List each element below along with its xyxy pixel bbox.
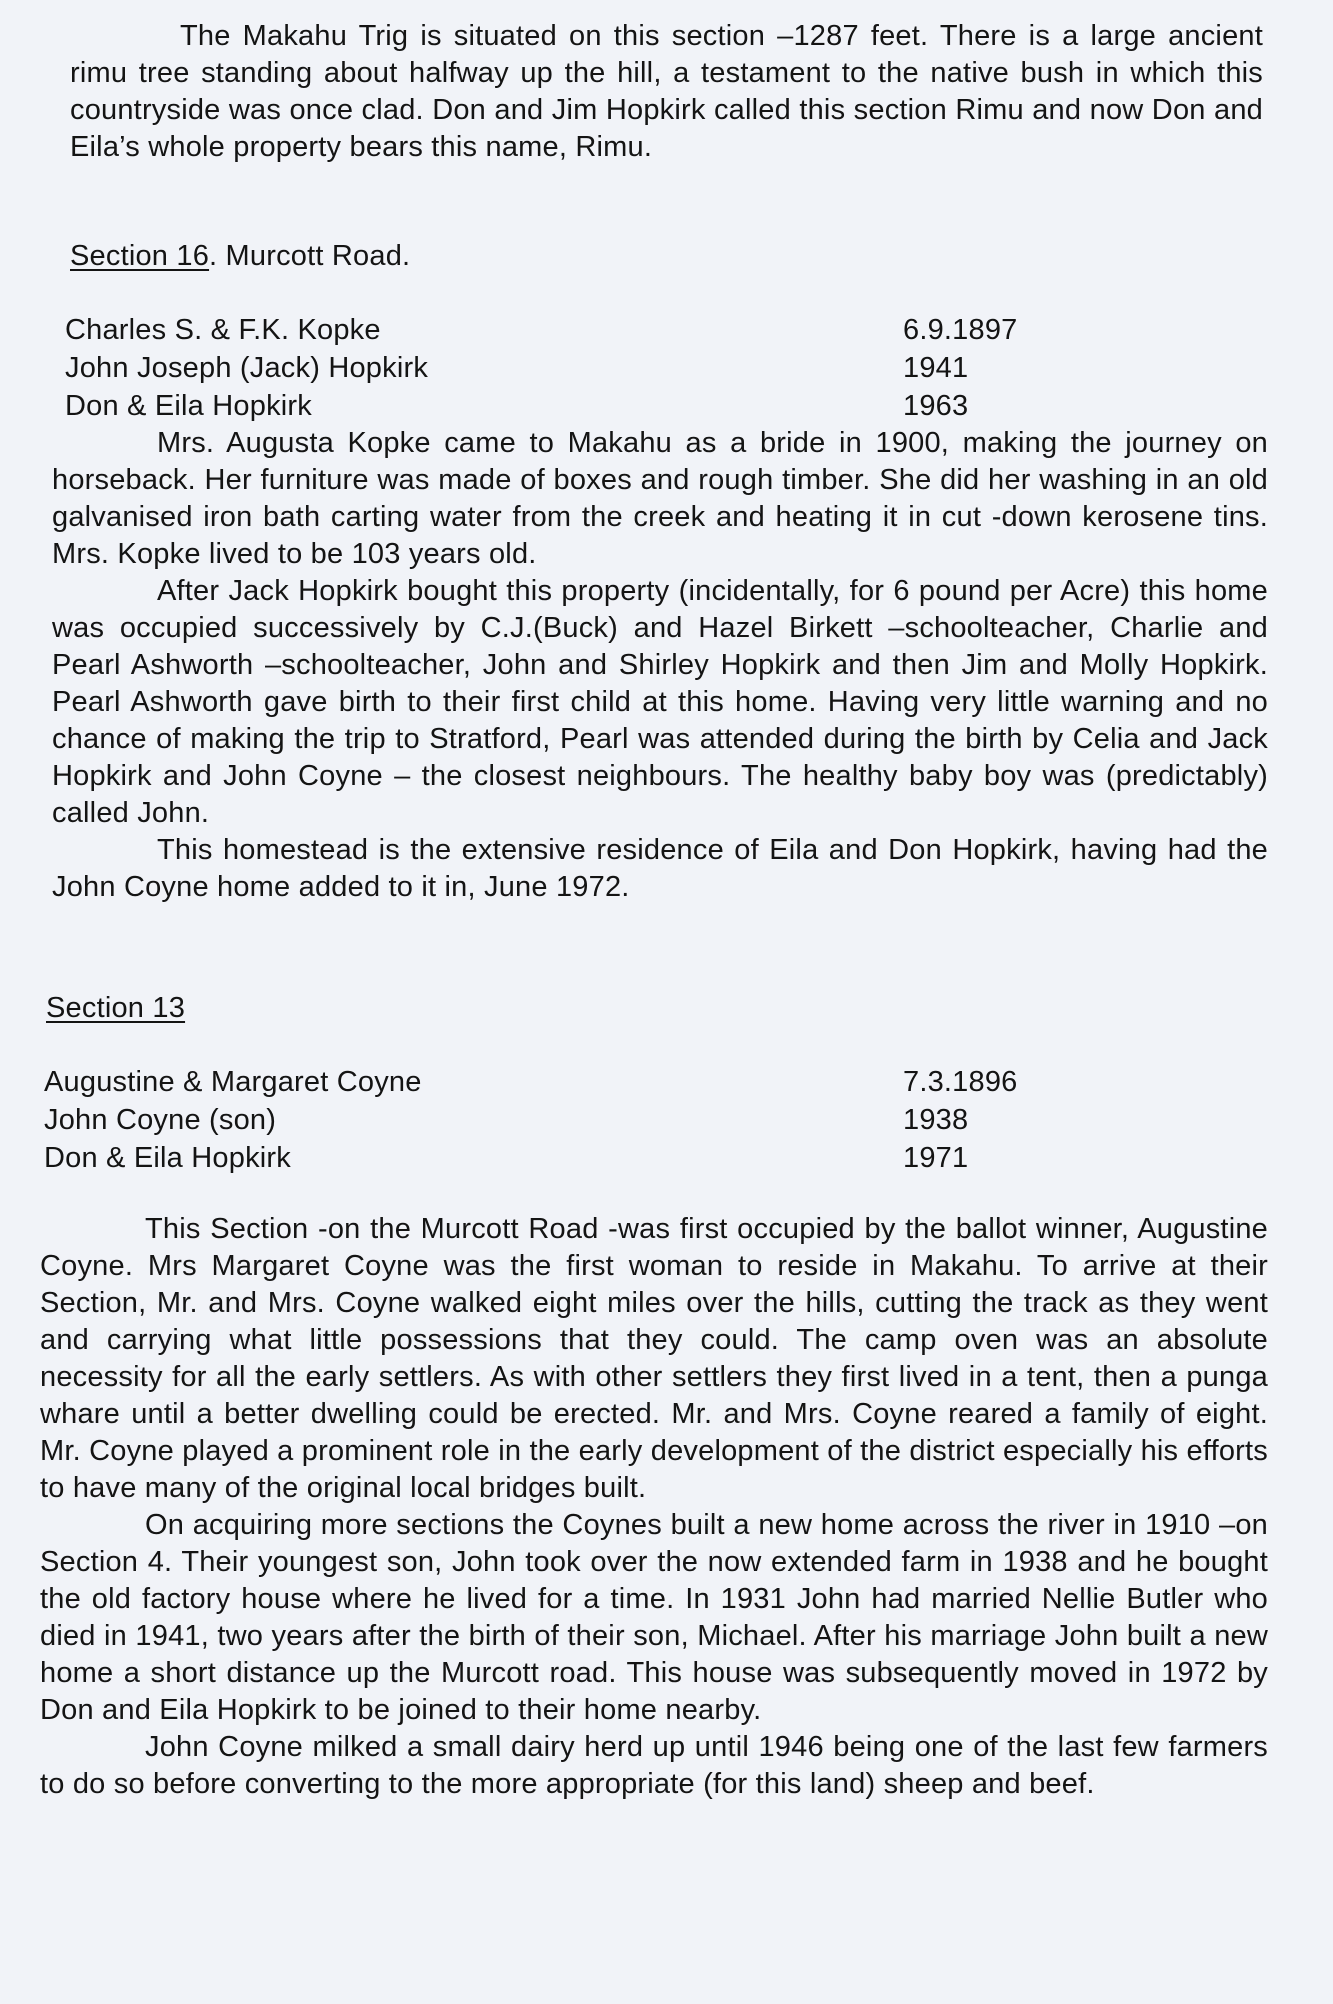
owner-row — [65, 387, 1263, 425]
spacer — [40, 1177, 1293, 1211]
owner-date: 1938 — [903, 1103, 969, 1136]
intro-paragraph: The Makahu Trig is situated on this section –1287 feet. There is a large ancient rimu tree standing about halfway up the hill, a testament to the native bush in which this countryside was once clad. Don and Jim Hopkirk called this section Rimu and now Don and Eila’s whole property bears this name, Rimu. — [70, 20, 1263, 163]
section-16-paragraph: After Jack Hopkirk bought this property (incidentally, for 6 pound per Acre) this home was occupied successively by C.J.(Buck) and Hazel Birkett –schoolteacher, Charlie and Pearl Ashworth –schoolteacher, John and Shirley Hopkirk and then Jim and Molly Hopkirk. Pearl Ashworth gave birth to their first child at this home. Having very little warning and no chance of making the trip to Stratford, Pearl was attended during the birth by Celia and Jack Hopkirk and John Coyne – the closest neighbours. The healthy baby boy was (predictably) called John. — [52, 575, 1268, 829]
section-16-title: Section 16 — [70, 240, 210, 272]
owner-date: 1941 — [903, 351, 969, 384]
owner-name: Don & Eila Hopkirk — [44, 1141, 291, 1174]
owner-name: Charles S. & F.K. Kopke — [65, 313, 381, 346]
section-16-road: . Murcott Road. — [209, 240, 411, 272]
owner-row — [44, 1101, 1263, 1139]
owner-row — [65, 311, 1263, 349]
owner-name: John Joseph (Jack) Hopkirk — [65, 351, 429, 384]
section-13-heading — [46, 990, 1293, 1027]
section-16-owner-list — [65, 311, 1263, 425]
owner-row — [44, 1139, 1263, 1177]
section-16-heading — [70, 238, 1293, 275]
section-13-owner-list — [44, 1063, 1263, 1177]
owner-date: 1963 — [903, 389, 969, 422]
owner-row — [44, 1063, 1263, 1101]
owner-date: 7.3.1896 — [903, 1065, 1018, 1098]
owner-date: 6.9.1897 — [903, 313, 1018, 346]
section-16-paragraph: Mrs. Augusta Kopke came to Makahu as a bride in 1900, making the journey on horseback. Her furniture was made of boxes and rough timber. She did her washing in an old galvanised iron bath carting water from the creek and heating it in cut -down kerosene tins. Mrs. Kopke lived to be 103 years old. — [52, 427, 1268, 570]
section-13-title: Section 13 — [46, 992, 186, 1024]
owner-date: 1971 — [903, 1141, 969, 1174]
section-13-paragraph: John Coyne milked a small dairy herd up until 1946 being one of the last few farmers to do so before converting to the more appropriate (for this land) sheep and beef. — [40, 1731, 1268, 1800]
owner-name: Don & Eila Hopkirk — [65, 389, 312, 422]
owner-name: Augustine & Margaret Coyne — [44, 1065, 422, 1098]
section-16-body — [40, 425, 1293, 906]
owner-name: John Coyne (son) — [44, 1103, 277, 1136]
owner-row — [65, 349, 1263, 387]
section-16-paragraph: This homestead is the extensive residence of Eila and Don Hopkirk, having had the John Coyne home added to it in, June 1972. — [52, 834, 1268, 903]
section-13-paragraph: This Section -on the Murcott Road -was first occupied by the ballot winner, Augustine Coyne. Mrs Margaret Coyne was the first woman to reside in Makahu. To arrive at their Section, Mr. and Mrs. Coyne walked eight miles over the hills, cutting the track as they went and carrying what little possessions that they could. The camp oven was an absolute necessity for all the early settlers. As with other settlers they first lived in a tent, then a punga whare until a better dwelling could be erected. Mr. and Mrs. Coyne reared a family of eight. Mr. Coyne played a prominent role in the early development of the district especially his efforts to have many of the original local bridges built. — [40, 1213, 1268, 1504]
section-13-body — [40, 1211, 1293, 1803]
section-13-paragraph: On acquiring more sections the Coynes built a new home across the river in 1910 –on Section 4. Their youngest son, John took over the now extended farm in 1938 and he bought the old factory house where he lived for a time. In 1931 John had married Nellie Butler who died in 1941, two years after the birth of their son, Michael. After his marriage John built a new home a short distance up the Murcott road. This house was subsequently moved in 1972 by Don and Eila Hopkirk to be joined to their home nearby. — [40, 1509, 1268, 1726]
